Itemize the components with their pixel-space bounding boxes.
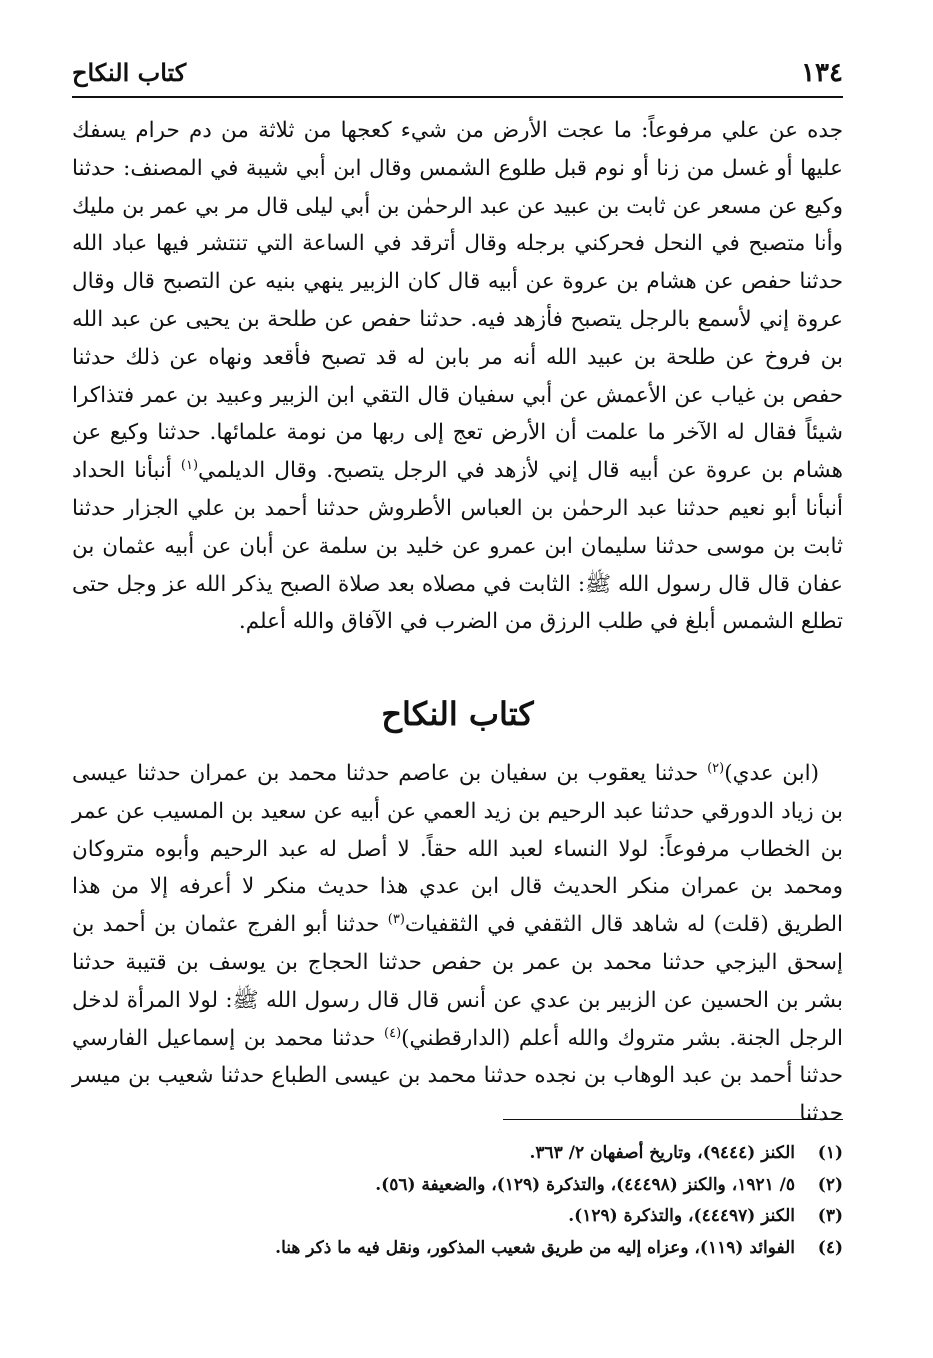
running-title: كتاب النكاح <box>72 58 187 87</box>
chapter-title: كتاب النكاح <box>381 695 534 733</box>
footnote-ref-3: (٣) <box>387 912 405 928</box>
footnote-mark: (٢) <box>817 1174 843 1195</box>
footnote-ref-4: (٤) <box>384 1025 402 1041</box>
footnote-text: الفوائد (١١٩)، وعزاه إليه من طريق شعيب المذكور، ونقل فيه ما ذكر هنا. <box>275 1237 795 1258</box>
footnote-item <box>72 1201 843 1233</box>
footnote-ref-2: (٢) <box>707 760 725 776</box>
chapter-paragraph <box>72 755 843 1133</box>
body-paragraph <box>72 112 843 641</box>
footnote-item <box>72 1233 843 1265</box>
footnote-item <box>72 1170 843 1202</box>
source-ibn-adi: (ابن عدي) <box>724 761 819 786</box>
footnote-item <box>72 1138 843 1170</box>
chapter-text-seg-3: حدثنا أبو الفرج عثمان بن أحمد بن إسحق اليزجي حدثنا محمد بن عمر بن حفص حدثنا الحجاج بن يوسف بن قتيبة حدثنا بشر بن الحسين عن الزبير بن عدي عن أنس قال قال رسول الله ﷺ: لولا المرأة لدخل الرجل الجنة. بشر متروك والله أعلم (الدارقطني) <box>72 912 843 1051</box>
chapter-text-block <box>72 755 843 1133</box>
chapter-text-seg-2: حدثنا يعقوب بن سفيان بن عاصم حدثنا محمد بن عمران حدثنا عيسى بن زياد الدورقي حدثنا عبد الرحيم بن زيد العمي عن أبيه عن سعيد بن المسيب عن عمر بن الخطاب مرفوعاً: لولا النساء لعبد الله حقاً. لا أصل له عبد الرحيم وأبوه متروكان ومحمد بن عمران منكر الحديث قال ابن عدي هذا حديث منكر لا أعرفه إلا من هذا الطريق (قلت) له شاهد قال الثقفي في الثقفيات <box>72 761 843 938</box>
body-paragraph-text-cont: أنبأنا الحداد أنبأنا أبو نعيم حدثنا عبد الرحمٰن بن العباس الأطروش حدثنا أحمد بن علي الجزار حدثنا ثابت بن موسى حدثنا سليمان ابن عمرو عن خليد بن سلمة عن أبان عن أبيه عثمان بن عفان قال قال رسول الله ﷺ: الثابت في مصلاه بعد صلاة الصبح يذكر الله عز وجل حتى تطلع الشمس أبلغ في طلب الرزق من الضرب في الآفاق والله أعلم. <box>72 458 843 635</box>
footnote-text: الكنز (٩٤٤٤)، وتاريخ أصفهان ٢/ ٣٦٣. <box>529 1143 795 1163</box>
footnote-text: ٥/ ١٩٢١، والكنز (٤٤٤٩٨)، والتذكرة (١٢٩)، والضعيفة (٥٦). <box>375 1174 795 1195</box>
footnotes-section <box>72 1138 843 1264</box>
continued-text-block <box>72 112 843 641</box>
footnote-text: الكنز (٤٤٤٩٧)، والتذكرة (١٢٩). <box>568 1206 795 1226</box>
body-paragraph-text: جده عن علي مرفوعاً: ما عجت الأرض من شيء كعجها من ثلاثة من دم حرام يسفك عليها أو غسل من زنا أو نوم قبل طلوع الشمس وقال ابن أبي شيبة في المصنف: حدثنا وكيع عن مسعر عن ثابت بن عبيد عن عبد الرحمٰن بن أبي ليلى قال مر بي عمر بن مليك وأنا متصبح في النحل فحركني برجله وقال أترقد في الساعة التي تنتشر فيها عباد الله حدثنا حفص عن هشام بن عروة عن أبيه قال كان الزبير ينهي بنيه عن التصبح قال وقال عروة إني لأسمع بالرجل يتصبح فأزهد فيه. حدثنا حفص عن طلحة بن يحيى عن عبد الله بن فروخ عن طلحة بن عبيد الله أنه مر بابن له قد تصبح فأقعد ونهاه عن ذلك حدثنا حفص بن غياب عن الأعمش عن أبي سفيان قال التقي ابن الزبير وعبيد بن عمر فتذاكرا شيئاً فقال له الآخر ما علمت أن الأرض تعج إلى ربها من نومة علمائها. حدثنا وكيع عن هشام بن عروة عن أبيه قال إني لأزهد في الرجل يتصبح. وقال الديلمي <box>72 118 843 484</box>
footnote-mark: (٤) <box>817 1237 843 1258</box>
footnote-mark: (١) <box>817 1143 843 1163</box>
footnote-separator <box>503 1119 843 1120</box>
chapter-text-seg-4: حدثنا محمد بن إسماعيل الفارسي حدثنا أحمد بن عبد الوهاب بن نجده حدثنا محمد بن عيسى الطباع حدثنا شعيب بن ميسر حدثنا <box>72 1025 843 1127</box>
footnote-ref-1: (١) <box>180 458 199 474</box>
footnote-mark: (٣) <box>817 1206 843 1226</box>
page-number: ١٣٤ <box>801 58 843 88</box>
page-header <box>72 56 843 98</box>
